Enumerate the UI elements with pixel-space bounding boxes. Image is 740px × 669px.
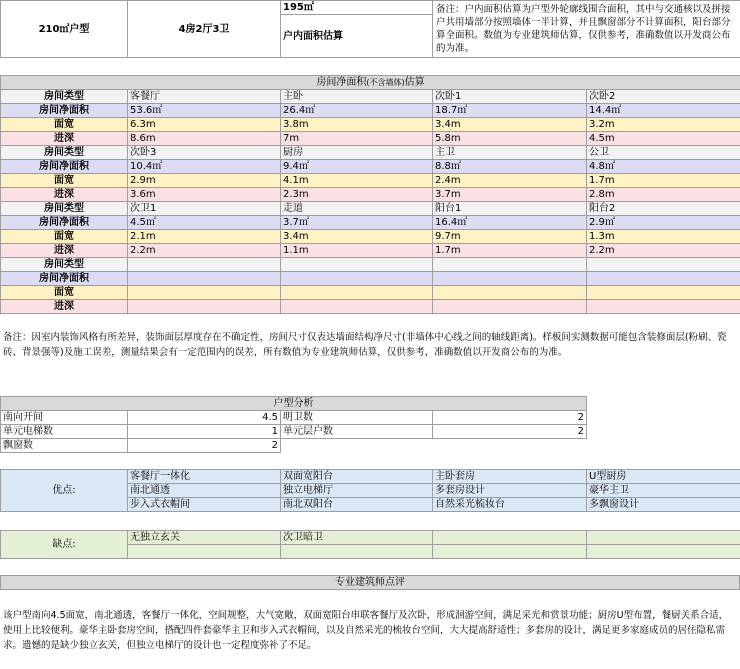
rooms-row-area [1,272,740,286]
rooms-row-width [1,118,740,132]
room-area-cell: 16.4㎡ [433,216,587,230]
rooms-table [0,75,740,314]
bright-bath-label: 明卫数 [281,411,433,425]
room-type-cell: 客餐厅 [128,90,281,104]
room-area-cell: 26.4㎡ [281,104,433,118]
rooms-row-depth [1,244,740,258]
rooms-row-area [1,104,740,118]
room-depth-cell: 4.5m [587,132,740,146]
unit-layout: 4房2厅3卫 [128,1,281,58]
analysis-empty-cell [281,439,433,453]
room-width-cell: 2.4m [433,174,587,188]
pro-item: 独立电梯厅 [281,484,433,498]
units-per-floor-value: 2 [433,425,587,439]
pro-item: 南北通透 [128,484,281,498]
room-depth-cell: 1.7m [433,244,587,258]
room-area-cell: 4.8㎡ [587,160,740,174]
room-type-cell: 次卧2 [587,90,740,104]
room-type-cell: 次卧3 [128,146,281,160]
pro-item: U型厨房 [587,470,740,484]
con-item: 次卫暗卫 [281,531,433,545]
con-item [433,545,587,559]
analysis-table [0,396,587,453]
pros-label: 优点: [1,470,128,512]
con-item [587,545,740,559]
rooms-row-depth [1,132,740,146]
room-depth-cell: 7m [281,132,433,146]
rooms-row-width [1,286,740,300]
room-area-cell: 4.5㎡ [128,216,281,230]
rooms-row-type [1,258,740,272]
room-area-label: 房间净面积 [1,160,128,174]
room-depth-label: 进深 [1,188,128,202]
analysis-empty-cell [433,439,587,453]
room-type-label: 房间类型 [1,90,128,104]
room-type-cell: 次卫1 [128,202,281,216]
pro-item: 多飘窗设计 [587,498,740,512]
room-area-cell [587,272,740,286]
elevator-count-label: 单元电梯数 [1,425,128,439]
elevator-count-value: 1 [128,425,281,439]
room-type-cell [128,258,281,272]
room-type-cell: 主卧 [281,90,433,104]
room-area-cell: 8.8㎡ [433,160,587,174]
pros-table [0,469,740,512]
room-depth-cell: 3.7m [433,188,587,202]
bay-window-count-label: 飘窗数 [1,439,128,453]
room-type-cell: 公卫 [587,146,740,160]
review-title: 专业建筑师点评 [1,576,740,590]
room-width-cell: 3.4m [281,230,433,244]
con-item [587,531,740,545]
room-type-label: 房间类型 [1,202,128,216]
room-depth-cell: 2.2m [128,244,281,258]
rooms-row-area [1,216,740,230]
room-area-cell [128,272,281,286]
room-depth-cell: 8.6m [128,132,281,146]
room-depth-cell [128,300,281,314]
review-text: 该户型南向4.5面宽，南北通透，客餐厅一体化，空间规整，大气宽敞，双面宽阳台串联客餐厅及次卧，形成洄游空间，满足采光和赏景功能；厨房U型布置，餐厨关系合适，使用上比较便利。豪华主卧套房空间，搭配四件套豪华主卫和步入式衣帽间，以及自然采光的梳妆台空间，大大提高舒适性；多套房的设计，满足更多家庭成员的居住隐私需求。遗憾的是缺少独立玄关，但独立电梯厅的设计也一定程度弥补了不足。 [3,610,729,651]
bright-bath-value: 2 [433,411,587,425]
room-type-cell: 走道 [281,202,433,216]
pro-item: 步入式衣帽间 [128,498,281,512]
room-width-cell: 3.8m [281,118,433,132]
room-width-cell: 1.7m [587,174,740,188]
review-title-table [0,575,740,590]
room-area-label: 房间净面积 [1,216,128,230]
room-width-cell: 3.2m [587,118,740,132]
pro-item: 双面宽阳台 [281,470,433,484]
rooms-row-type [1,146,740,160]
south-bay-label: 南向开间 [1,411,128,425]
room-depth-cell: 2.2m [587,244,740,258]
room-type-cell [281,258,433,272]
room-width-cell: 1.3m [587,230,740,244]
room-area-cell [433,272,587,286]
room-depth-label: 进深 [1,132,128,146]
room-depth-cell: 2.8m [587,188,740,202]
header-note: 备注：户内面积估算为户型外轮廓线围合面积，其中与交通核以及拼接户共用墙部分按照墙体一半计算，并且飘窗部分不计算面积，阳台部分算全面积。数值为专业建筑师估算，仅供参考，准确数值以开发商公布的为准。 [433,1,740,58]
room-width-label: 面宽 [1,174,128,188]
room-area-cell [281,272,433,286]
room-depth-cell: 5.8m [433,132,587,146]
room-width-cell [587,286,740,300]
room-width-cell [281,286,433,300]
rooms-section-title: 房间净面积(不含墙体)估算 [1,76,740,90]
room-depth-cell [281,300,433,314]
cons-table [0,530,740,559]
con-item [281,545,433,559]
room-depth-cell [587,300,740,314]
bay-window-count-value: 2 [128,439,281,453]
room-area-label: 房间净面积 [1,272,128,286]
room-area-cell: 53.6㎡ [128,104,281,118]
rooms-row-depth [1,300,740,314]
room-depth-label: 进深 [1,244,128,258]
room-width-cell: 4.1m [281,174,433,188]
room-type-cell [587,258,740,272]
cons-label: 缺点: [1,531,128,559]
room-area-cell: 18.7㎡ [433,104,587,118]
room-depth-cell: 2.3m [281,188,433,202]
room-width-cell: 9.7m [433,230,587,244]
room-type-label: 房间类型 [1,146,128,160]
con-item [433,531,587,545]
room-type-cell: 主卫 [433,146,587,160]
total-area-label: 户内面积估算 [281,15,433,58]
room-area-cell: 2.9㎡ [587,216,740,230]
room-width-cell [433,286,587,300]
total-area-value: 195㎡ [281,1,433,15]
room-type-cell: 厨房 [281,146,433,160]
room-depth-cell [433,300,587,314]
pro-item: 南北双阳台 [281,498,433,512]
room-type-cell: 次卧1 [433,90,587,104]
pro-item: 豪华主卫 [587,484,740,498]
unit-area-title: 210㎡户型 [1,1,128,58]
rooms-row-width [1,174,740,188]
room-type-cell: 阳台1 [433,202,587,216]
rooms-row-width [1,230,740,244]
rooms-row-type [1,90,740,104]
rooms-row-type [1,202,740,216]
room-area-cell: 10.4㎡ [128,160,281,174]
room-area-label: 房间净面积 [1,104,128,118]
room-width-cell: 3.4m [433,118,587,132]
analysis-title: 户型分析 [1,397,587,411]
units-per-floor-label: 单元层户数 [281,425,433,439]
room-width-cell [128,286,281,300]
room-width-cell: 6.3m [128,118,281,132]
room-width-label: 面宽 [1,118,128,132]
rooms-row-area [1,160,740,174]
rooms-note: 备注：因室内装饰风格有所差异，装饰面层厚度存在不确定性，房间尺寸仅表达墙面结构净尺寸(非墙体中心线之间的轴线距离)。样板间实测数据可能包含装修面层(粉刷、瓷砖、背景强等)及施工误差，测量结果会有一定范围内的误差，所有数值为专业建筑师估算，仅供参考，准确数值以开发商公布的为准。 [3,332,727,358]
room-area-cell: 9.4㎡ [281,160,433,174]
pro-item: 主卧套房 [433,470,587,484]
room-width-label: 面宽 [1,286,128,300]
room-area-cell: 3.7㎡ [281,216,433,230]
room-width-cell: 2.1m [128,230,281,244]
pro-item: 自然采光梳妆台 [433,498,587,512]
pro-item: 多套房设计 [433,484,587,498]
rooms-row-depth [1,188,740,202]
con-item: 无独立玄关 [128,531,281,545]
room-depth-cell: 3.6m [128,188,281,202]
room-type-cell: 阳台2 [587,202,740,216]
con-item [128,545,281,559]
room-area-cell: 14.4㎡ [587,104,740,118]
pro-item: 客餐厅一体化 [128,470,281,484]
room-type-label: 房间类型 [1,258,128,272]
south-bay-value: 4.5 [128,411,281,425]
room-width-cell: 2.9m [128,174,281,188]
room-depth-cell: 1.1m [281,244,433,258]
room-width-label: 面宽 [1,230,128,244]
room-type-cell [433,258,587,272]
header-table [0,0,740,58]
room-depth-label: 进深 [1,300,128,314]
